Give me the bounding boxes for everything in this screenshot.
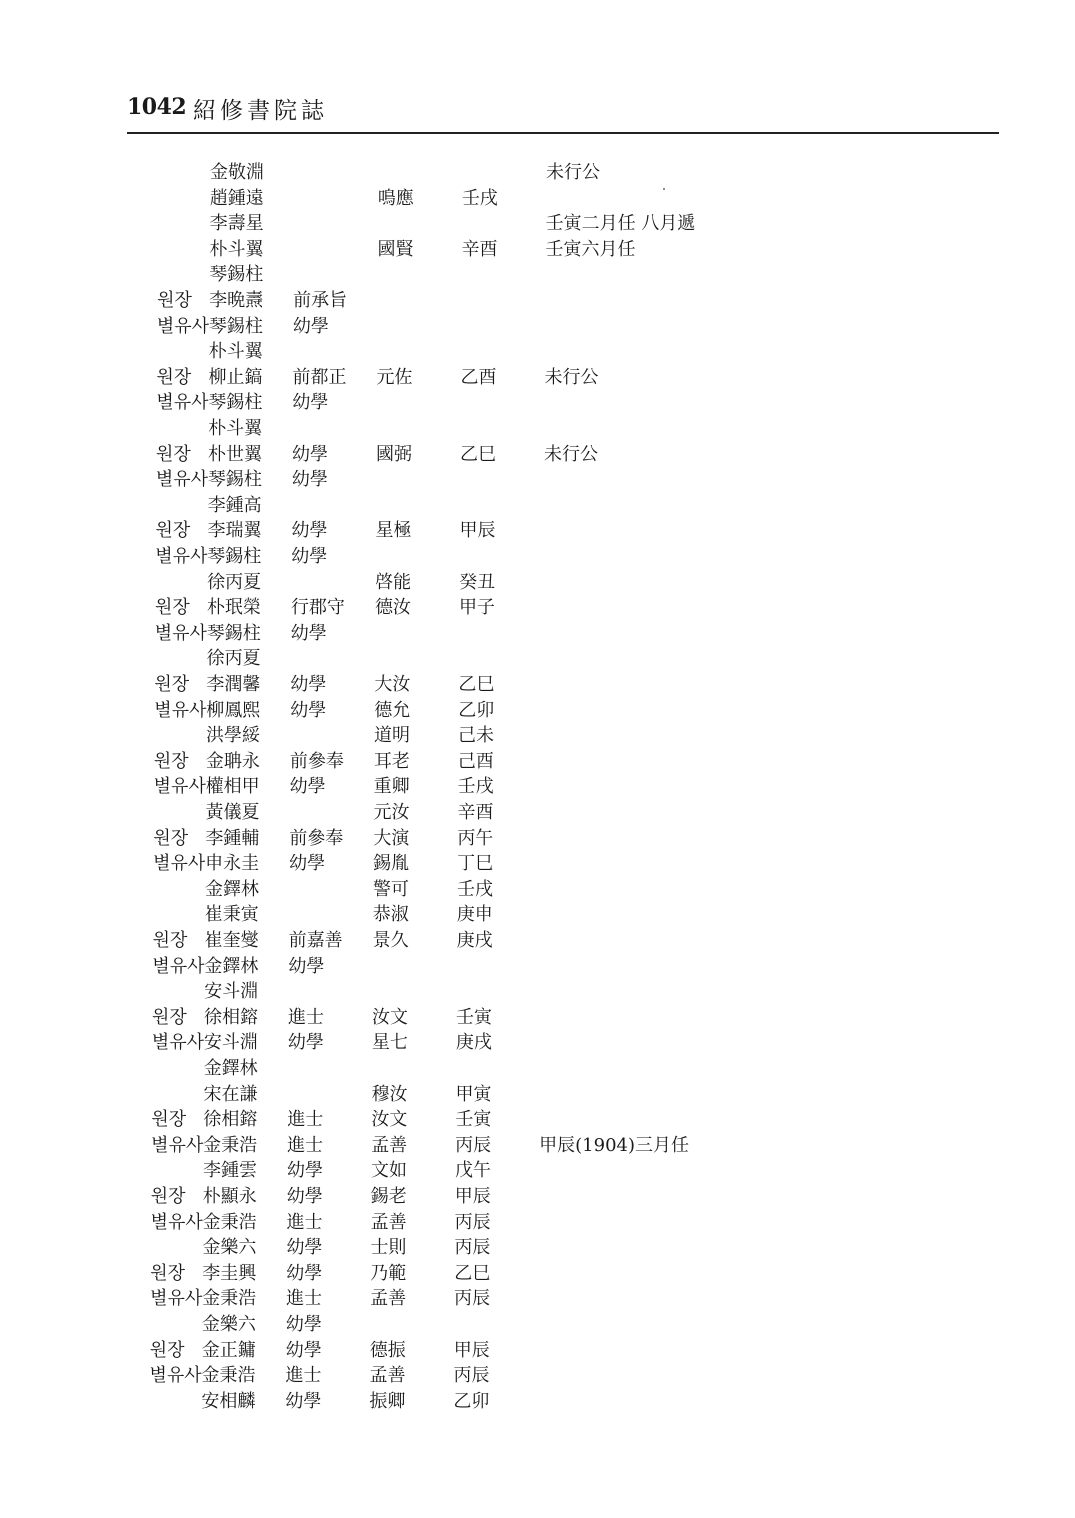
name-cell: 朴顯永 bbox=[202, 1186, 257, 1207]
book-title: 紹修書院誌 bbox=[193, 98, 328, 124]
role-cell: 원장 bbox=[149, 1339, 185, 1361]
register-row bbox=[156, 467, 856, 492]
name-cell: 金秉浩 bbox=[203, 1134, 258, 1156]
rank-cell: 前承旨 bbox=[293, 290, 348, 311]
register-row bbox=[150, 1261, 850, 1286]
alias-cell: 乃範 bbox=[370, 1262, 407, 1284]
birth-year-cell: 丁巳 bbox=[457, 853, 494, 875]
role-cell: 별유사 bbox=[152, 955, 205, 977]
rank-cell: 前參奉 bbox=[289, 750, 344, 772]
register-row bbox=[156, 442, 856, 467]
register-row bbox=[151, 1107, 851, 1132]
role-cell: 원장 bbox=[152, 1006, 187, 1028]
role-cell: 별유사 bbox=[154, 699, 207, 721]
register-row bbox=[150, 1312, 850, 1337]
register-row bbox=[152, 1030, 852, 1055]
register-row bbox=[151, 1184, 851, 1209]
role-cell: 원장 bbox=[151, 1109, 187, 1131]
name-cell: 朴斗翼 bbox=[209, 238, 264, 260]
rank-cell: 幼學 bbox=[290, 699, 327, 721]
register-row bbox=[157, 237, 857, 262]
alias-cell: 元佐 bbox=[376, 366, 413, 388]
register-row bbox=[153, 851, 853, 876]
name-cell: 金聃永 bbox=[205, 750, 260, 772]
role-cell: 원장 bbox=[156, 366, 192, 388]
role-cell: 원장 bbox=[157, 290, 192, 311]
note-cell: 未行公 bbox=[544, 366, 599, 388]
rank-cell: 幼學 bbox=[289, 776, 326, 798]
rank-cell: 進士 bbox=[287, 1134, 324, 1156]
register-row bbox=[151, 1158, 851, 1183]
birth-year-cell: 壬寅 bbox=[455, 1109, 492, 1131]
name-cell: 金正鏞 bbox=[201, 1339, 256, 1361]
birth-year-cell: 己酉 bbox=[457, 750, 494, 772]
role-cell: 원장 bbox=[154, 597, 190, 619]
name-cell: 趙鍾遠 bbox=[209, 187, 264, 209]
name-cell: 李圭興 bbox=[202, 1262, 257, 1284]
register-row bbox=[155, 570, 855, 595]
rank-cell: 幼學 bbox=[291, 520, 328, 542]
name-cell: 琴錫柱 bbox=[209, 264, 264, 286]
alias-cell: 孟善 bbox=[370, 1211, 407, 1233]
name-cell: 安斗淵 bbox=[203, 1032, 258, 1054]
name-cell: 李鍾雲 bbox=[202, 1160, 257, 1182]
alias-cell: 恭淑 bbox=[372, 904, 409, 926]
rank-cell: 幼學 bbox=[289, 853, 326, 875]
register-row bbox=[154, 749, 854, 774]
name-cell: 琴錫柱 bbox=[207, 469, 262, 491]
role-cell: 별유사 bbox=[156, 315, 210, 337]
name-cell: 徐丙夏 bbox=[206, 648, 261, 670]
alias-cell: 孟善 bbox=[369, 1365, 406, 1387]
register-row bbox=[152, 1005, 852, 1030]
register-row bbox=[157, 262, 857, 287]
rank-cell: 幼學 bbox=[286, 1186, 323, 1207]
rank-cell: 前參奉 bbox=[289, 827, 344, 849]
birth-year-cell: 丙午 bbox=[457, 827, 494, 849]
rank-cell: 進士 bbox=[286, 1288, 323, 1310]
alias-cell: 士則 bbox=[370, 1237, 407, 1259]
rank-cell: 幼學 bbox=[290, 622, 327, 644]
name-cell: 金鐸林 bbox=[203, 1058, 258, 1079]
rank-cell: 幼學 bbox=[290, 674, 327, 695]
rank-cell: 進士 bbox=[286, 1211, 323, 1233]
alias-cell: 景久 bbox=[372, 930, 409, 951]
alias-cell: 德汝 bbox=[374, 597, 411, 619]
alias-cell: 孟善 bbox=[370, 1288, 407, 1310]
name-cell: 金秉浩 bbox=[202, 1288, 257, 1310]
birth-year-cell: 乙巳 bbox=[458, 674, 495, 695]
name-cell: 申永圭 bbox=[205, 853, 260, 875]
name-cell: 李鍾輔 bbox=[205, 827, 260, 849]
name-cell: 金敬淵 bbox=[210, 162, 264, 183]
name-cell: 崔秉寅 bbox=[204, 904, 259, 926]
name-cell: 徐丙夏 bbox=[207, 571, 262, 593]
alias-cell: 啓能 bbox=[375, 571, 412, 593]
rank-cell: 幼學 bbox=[286, 1262, 323, 1284]
rank-cell: 幼學 bbox=[285, 1339, 322, 1361]
role-cell: 별유사 bbox=[151, 1134, 204, 1156]
register-row bbox=[155, 621, 855, 646]
name-cell: 李鍾高 bbox=[207, 494, 262, 516]
name-cell: 崔奎燮 bbox=[204, 930, 259, 951]
name-cell: 李晩燾 bbox=[209, 290, 264, 311]
name-cell: 李壽星 bbox=[209, 213, 264, 235]
role-cell: 별유사 bbox=[153, 853, 206, 875]
role-cell: 별유사 bbox=[156, 392, 209, 414]
birth-year-cell: 甲辰 bbox=[453, 1339, 490, 1361]
birth-year-cell: 壬戌 bbox=[461, 187, 498, 209]
rank-cell: 幼學 bbox=[287, 1032, 324, 1054]
register-row bbox=[158, 160, 858, 185]
name-cell: 徐相鎔 bbox=[203, 1109, 258, 1131]
role-cell: 원장 bbox=[153, 750, 189, 772]
birth-year-cell: 甲辰 bbox=[454, 1186, 491, 1207]
alias-cell: 汝文 bbox=[371, 1109, 408, 1131]
rank-cell: 幼學 bbox=[292, 392, 329, 414]
register-row bbox=[149, 1389, 849, 1414]
register-row bbox=[150, 1235, 850, 1260]
rank-cell: 幼學 bbox=[285, 1314, 322, 1335]
rank-cell: 前都正 bbox=[292, 366, 347, 388]
birth-year-cell: 壬寅 bbox=[456, 1006, 493, 1028]
birth-year-cell: 丙辰 bbox=[454, 1288, 491, 1310]
register-row bbox=[154, 698, 854, 723]
register-row bbox=[155, 595, 855, 620]
birth-year-cell: 辛酉 bbox=[461, 238, 498, 260]
alias-cell: 文如 bbox=[370, 1160, 407, 1182]
name-cell: 權相甲 bbox=[205, 776, 260, 798]
alias-cell: 星極 bbox=[375, 520, 412, 542]
register-row bbox=[150, 1286, 850, 1311]
rank-cell: 前嘉善 bbox=[288, 930, 343, 951]
birth-year-cell: 甲辰 bbox=[459, 520, 496, 542]
birth-year-cell: 己未 bbox=[458, 725, 495, 747]
alias-cell: 警可 bbox=[372, 878, 409, 900]
birth-year-cell: 辛酉 bbox=[457, 802, 494, 823]
role-cell: 별유사 bbox=[150, 1211, 203, 1233]
register-row bbox=[150, 1338, 850, 1363]
birth-year-cell: 丙辰 bbox=[454, 1211, 491, 1233]
note-cell: 壬寅六月任 bbox=[545, 238, 636, 260]
alias-cell: 道明 bbox=[374, 725, 411, 747]
name-cell: 琴錫柱 bbox=[207, 546, 262, 567]
birth-year-cell: 丙辰 bbox=[455, 1134, 492, 1156]
alias-cell: 汝文 bbox=[372, 1006, 409, 1028]
alias-cell: 錫胤 bbox=[373, 853, 410, 875]
register-row bbox=[155, 544, 855, 569]
rank-cell: 進士 bbox=[288, 1006, 325, 1028]
name-cell: 李潤馨 bbox=[206, 674, 261, 695]
name-cell: 柳鳳熙 bbox=[206, 699, 261, 721]
name-cell: 安相麟 bbox=[201, 1390, 256, 1412]
register-row bbox=[154, 774, 854, 799]
birth-year-cell: 乙巳 bbox=[460, 443, 497, 465]
register-row bbox=[153, 877, 853, 902]
name-cell: 李瑞翼 bbox=[207, 520, 262, 542]
role-cell: 별유사 bbox=[151, 1032, 205, 1054]
name-cell: 黃儀夏 bbox=[205, 802, 260, 823]
name-cell: 柳止鎬 bbox=[208, 366, 263, 388]
role-cell: 원장 bbox=[153, 827, 189, 849]
register-row bbox=[152, 954, 852, 979]
register-row bbox=[152, 1082, 852, 1107]
register-row bbox=[152, 979, 852, 1004]
register-row bbox=[151, 1210, 851, 1235]
name-cell: 金鐸林 bbox=[204, 878, 259, 900]
register-row bbox=[156, 390, 856, 415]
role-cell: 별유사 bbox=[153, 776, 206, 798]
alias-cell: 孟善 bbox=[371, 1134, 408, 1156]
register-row bbox=[154, 672, 854, 697]
rank-cell: 行郡守 bbox=[290, 597, 345, 619]
alias-cell: 大汝 bbox=[374, 674, 411, 695]
birth-year-cell: 庚戌 bbox=[456, 930, 493, 951]
register-row bbox=[153, 928, 853, 953]
rank-cell: 幼學 bbox=[291, 469, 328, 491]
name-cell: 朴世翼 bbox=[208, 443, 263, 465]
note-cell: 未行公 bbox=[544, 443, 599, 465]
birth-year-cell: 壬戌 bbox=[456, 878, 493, 900]
alias-cell: 鳴應 bbox=[377, 187, 414, 209]
page-number: 1042 bbox=[127, 94, 187, 120]
register-row bbox=[156, 416, 856, 441]
rank-cell: 進士 bbox=[285, 1365, 322, 1387]
name-cell: 金秉浩 bbox=[201, 1365, 256, 1387]
register-row bbox=[157, 288, 857, 313]
rank-cell: 進士 bbox=[287, 1109, 324, 1131]
register-row bbox=[157, 314, 857, 339]
register-row bbox=[156, 493, 856, 518]
birth-year-cell: 庚戌 bbox=[455, 1032, 492, 1054]
name-cell: 徐相鎔 bbox=[204, 1006, 259, 1028]
note-cell: 壬寅二月任 八月遞 bbox=[545, 213, 696, 235]
rank-cell: 幼學 bbox=[286, 1160, 323, 1182]
birth-year-cell: 甲寅 bbox=[455, 1083, 492, 1105]
register-row bbox=[154, 723, 854, 748]
register-row bbox=[153, 826, 853, 851]
birth-year-cell: 甲子 bbox=[458, 597, 495, 619]
rank-cell: 幼學 bbox=[285, 1390, 322, 1412]
register-row bbox=[155, 518, 855, 543]
register-row bbox=[158, 186, 858, 211]
birth-year-cell: 戊午 bbox=[454, 1160, 491, 1182]
role-cell: 별유사 bbox=[155, 546, 208, 567]
alias-cell: 國弼 bbox=[376, 443, 413, 465]
birth-year-cell: 壬戌 bbox=[457, 776, 494, 798]
rank-cell: 幼學 bbox=[292, 443, 329, 465]
birth-year-cell: 丙辰 bbox=[453, 1365, 490, 1387]
rank-cell: 幼學 bbox=[292, 315, 329, 337]
role-cell: 원장 bbox=[152, 930, 188, 951]
alias-cell: 國賢 bbox=[377, 238, 414, 260]
alias-cell: 大演 bbox=[373, 827, 410, 849]
register-row bbox=[155, 646, 855, 671]
birth-year-cell: 乙巳 bbox=[454, 1262, 491, 1284]
role-cell: 원장 bbox=[150, 1262, 186, 1284]
register-row bbox=[154, 800, 854, 825]
rank-cell: 幼學 bbox=[291, 546, 328, 567]
name-cell: 琴錫柱 bbox=[208, 392, 263, 414]
register-row bbox=[157, 339, 857, 364]
birth-year-cell: 癸丑 bbox=[459, 571, 496, 593]
alias-cell: 耳老 bbox=[373, 750, 410, 772]
name-cell: 宋在謙 bbox=[203, 1083, 258, 1105]
role-cell: 별유사 bbox=[155, 469, 208, 491]
role-cell: 별유사 bbox=[150, 1288, 203, 1310]
rank-cell: 幼學 bbox=[288, 955, 325, 977]
name-cell: 朴珉榮 bbox=[206, 597, 261, 619]
register-row bbox=[153, 902, 853, 927]
name-cell: 琴錫柱 bbox=[206, 622, 261, 644]
name-cell: 安斗淵 bbox=[204, 981, 259, 1003]
alias-cell: 穆汝 bbox=[371, 1083, 408, 1105]
register-row bbox=[158, 211, 858, 236]
alias-cell: 元汝 bbox=[373, 802, 410, 823]
name-cell: 朴斗翼 bbox=[208, 341, 263, 363]
role-cell: 별유사 bbox=[149, 1365, 202, 1387]
register-row bbox=[150, 1363, 850, 1388]
name-cell: 朴斗翼 bbox=[208, 418, 263, 439]
register-row bbox=[157, 365, 857, 390]
birth-year-cell: 乙卯 bbox=[453, 1390, 490, 1412]
alias-cell: 德允 bbox=[374, 699, 411, 721]
name-cell: 金秉浩 bbox=[202, 1211, 257, 1233]
rank-cell: 幼學 bbox=[286, 1237, 323, 1259]
alias-cell: 振卿 bbox=[369, 1390, 406, 1412]
role-cell: 원장 bbox=[150, 1186, 186, 1207]
name-cell: 琴錫柱 bbox=[208, 315, 263, 337]
role-cell: 원장 bbox=[155, 520, 191, 542]
birth-year-cell: 乙卯 bbox=[458, 699, 495, 721]
alias-cell: 重卿 bbox=[373, 776, 410, 798]
register-row bbox=[152, 1056, 852, 1081]
name-cell: 金鐸林 bbox=[204, 955, 259, 977]
note-cell: 甲辰(1904)三月任 bbox=[539, 1134, 690, 1156]
birth-year-cell: 乙酉 bbox=[460, 366, 497, 388]
role-cell: 원장 bbox=[156, 443, 191, 465]
name-cell: 洪學綏 bbox=[206, 725, 261, 747]
alias-cell: 德振 bbox=[369, 1339, 406, 1361]
birth-year-cell: 庚申 bbox=[456, 904, 493, 926]
role-cell: 별유사 bbox=[154, 622, 207, 644]
alias-cell: 星七 bbox=[371, 1032, 408, 1054]
alias-cell: 錫老 bbox=[370, 1186, 407, 1207]
birth-year-cell: 丙辰 bbox=[454, 1237, 491, 1259]
name-cell: 金樂六 bbox=[201, 1314, 256, 1335]
name-cell: 金樂六 bbox=[202, 1237, 257, 1259]
role-cell: 원장 bbox=[154, 674, 190, 695]
register-row bbox=[151, 1133, 851, 1158]
note-cell: 未行公 bbox=[546, 162, 600, 183]
